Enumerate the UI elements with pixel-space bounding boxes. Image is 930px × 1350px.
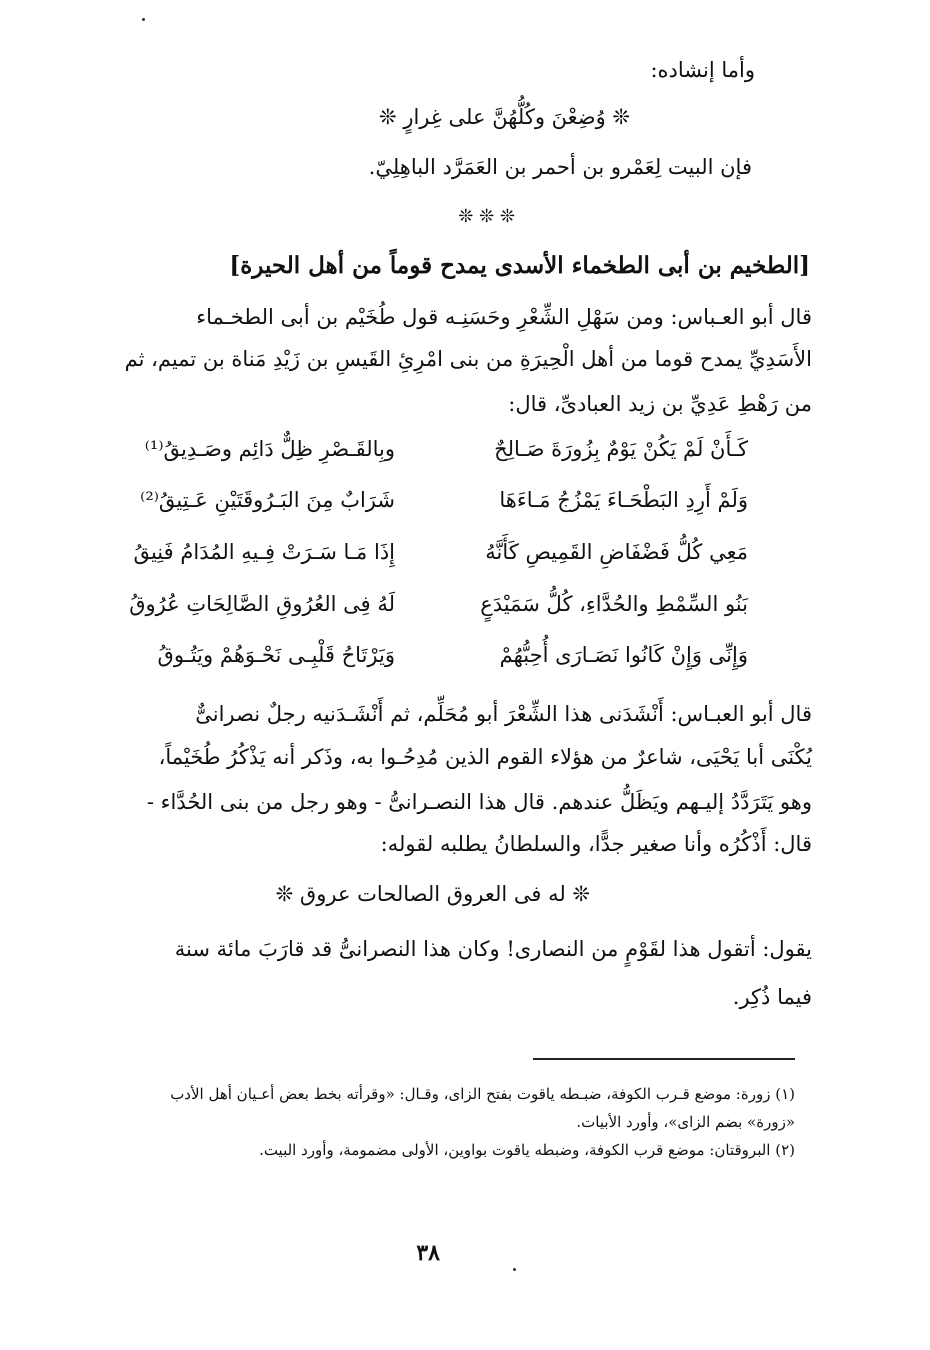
intro-attribution: فإن البيت لِعَمْرو بن أحمر بن العَمَرَّد الباهِلِيّ. <box>368 155 752 179</box>
scan-speck <box>513 1268 516 1271</box>
intro-label: وأما إنشاده: <box>650 58 755 82</box>
verse-first-hemistich: وَإِنِّى وَإِنْ كَانُوا نَصَـارَى أُحِبُّهُمْ <box>499 643 748 667</box>
section-title: [الطخيم بن أبى الطخماء الأسدى يمدح قوماً من أهل الحيرة] <box>229 252 810 279</box>
verse-second-hemistich: شَرَابٌ مِنَ البَـرُوقَتَيْنِ عَـتِيقُ⁽²⁾ <box>140 488 395 512</box>
verse-first-hemistich: بَنُو السِّمْطِ والحُدَّاءِ، كُلُّ سَمَيْدَعٍ <box>480 592 748 616</box>
verse-second-hemistich: إِذَا مَـا سَـرَتْ فِـيهِ المُدَامُ فَنِيقُ <box>133 540 395 564</box>
verse-first-hemistich: وَلَمْ أَرِدِ البَطْحَـاءَ يَمْزُجُ مَـاءَهَا <box>499 488 748 512</box>
verse-first-hemistich: مَعِي كُلُّ فَضْفَاضِ القَمِيصِ كَأَنَّهُ <box>485 540 748 564</box>
paragraph-2-line: قال أبو العبـاس: أَنْشَدَنى هذا الشِّعْرَ أبو مُحَلِّم، ثم أَنْشَـدَنيه رجلٌ نصرانىٌّ <box>195 702 812 726</box>
section-separator: ❊ ❊ ❊ <box>458 206 515 227</box>
verse-second-hemistich: وَيَرْتَاحُ قَلْبِـى نَحْـوَهُمْ ويَتُـوقُ <box>157 643 395 667</box>
paragraph-2-line: يُكْنَى أبا يَحْيَى، شاعرٌ من هؤلاء القوم الذين مُدِحُـوا به، وذَكر أنه يَذْكُرُ طُخَيْماً، <box>158 745 812 769</box>
paragraph-3-line: يقول: أتقول هذا لقَوْمٍ من النصارى! وكان هذا النصرانىُّ قد قارَبَ مائة سنة <box>174 937 812 961</box>
intro-quote: ❊ وُضِعْنَ وكُلُّهُنَّ على غِرارٍ ❊ <box>379 105 630 129</box>
verse-second-hemistich: لَهُ فِى العُرُوقِ الصَّالِحَاتِ عُرُوقُ <box>129 592 395 616</box>
footnote-line: (٢) البروقتان: موضع قرب الكوفة، وضبطه ياقوت بواوين، الأولى مضمومة، وأورد البيت. <box>259 1141 795 1159</box>
footnote-line: «زورة» بضم الزاى»، وأورد الأبيات. <box>576 1113 795 1131</box>
quote-2: ❊ له فى العروق الصالحات عروق ❊ <box>275 882 590 906</box>
paragraph-1-line: قال أبو العـباس: ومن سَهْلِ الشِّعْرِ وحَسَنِـه قول طُخَيْم بن أبى الطخـماء <box>196 305 812 329</box>
page-number: ٣٨ <box>416 1240 440 1266</box>
footnote-line: (١) زورة: موضع قـرب الكوفة، ضبـطه ياقوت بفتح الزاى، وقـال: «وقرأته بخط بعض أعـيان أهل الأدب <box>170 1085 795 1103</box>
paragraph-2-line: وهو يَتَرَدَّدُ إليـهم ويَظَلُّ عندهم. قال هذا النصـرانىُّ - وهو رجل من بنى الحُدَّاء - <box>146 790 812 814</box>
paragraph-3-line: فيما ذُكِر. <box>732 985 812 1009</box>
verse-second-hemistich: وبِالقَـصْرِ ظِلٌّ دَائِم وصَـدِيقُ⁽¹⁾ <box>144 437 395 461</box>
paragraph-2-line: قال: أَذْكُرُه وأنا صغير جدًّا، والسلطانُ يطلبه لقوله: <box>380 832 812 856</box>
footnote-separator <box>533 1058 795 1060</box>
verse-first-hemistich: كَـأَنْ لَمْ يَكُنْ يَوْمٌ بِزُورَةَ صَـالِحٌ <box>494 437 748 461</box>
scan-speck <box>142 18 145 21</box>
paragraph-1-line: من رَهْطِ عَدِيِّ بن زيد العبادىِّ، قال: <box>508 392 812 416</box>
paragraph-1-line: الأَسَدِيِّ يمدح قوما من أهل الْحِيرَةِ من بنى امْرِئِ القَيسِ بن زَيْدِ مَناة بن تميم، ثم <box>124 347 812 371</box>
